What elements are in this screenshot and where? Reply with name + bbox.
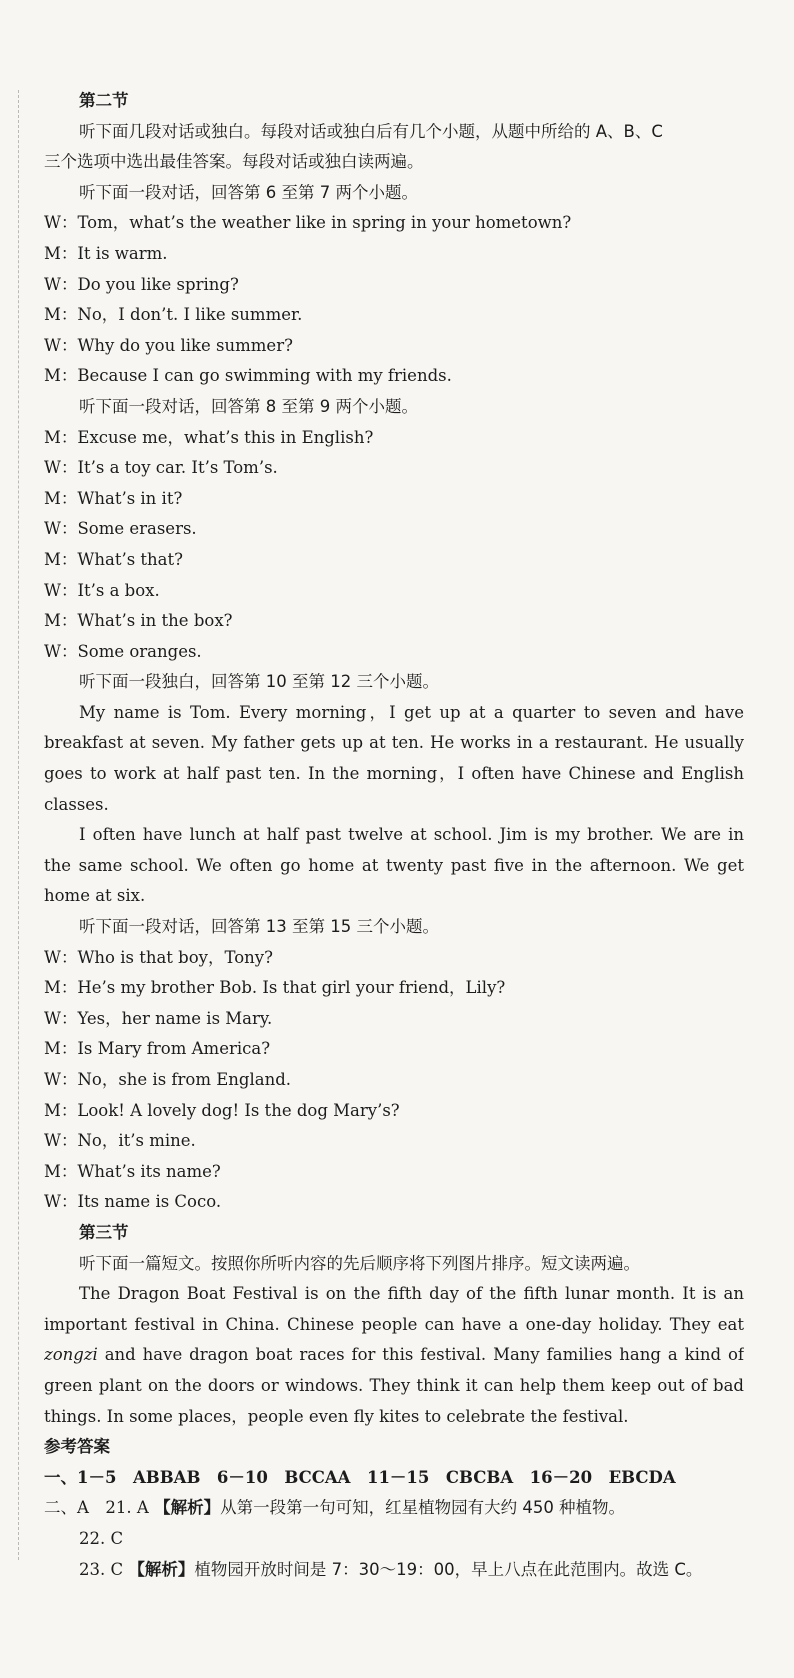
dialog-line: W：Some erasers. [44, 519, 197, 539]
monologue-p2-line: the same school. We often go home at twenty past five in the afternoon. We get [44, 855, 744, 875]
dialog-line: M：Look! A lovely dog! Is the dog Mary’s? [44, 1100, 400, 1120]
answer-number: 23. C [79, 1559, 124, 1579]
answers-row-4 [44, 1555, 744, 1586]
monologue-p1-line: goes to work at half past ten. In the morning，I often have Chinese and English [44, 764, 744, 784]
dialog-line: M：What’s its name? [44, 1161, 221, 1181]
dialog-line: M：What’s that? [44, 549, 183, 569]
passage-italic-word: zongzi [44, 1345, 98, 1365]
dialog-line: M：It is warm. [44, 243, 168, 263]
dialog-line: M：He’s my brother Bob. Is that girl your friend，Lily? [44, 978, 506, 998]
dialog-line: M：What’s in it? [44, 488, 183, 508]
section3-heading: 第三节 [79, 1222, 129, 1242]
dialog-line: M：Because I can go swimming with my friends. [44, 366, 452, 386]
dialog-line: M：Excuse me，what’s this in English? [44, 427, 374, 447]
passage-line: green plant on the doors or windows. They think it can help them keep out of bad [44, 1375, 744, 1395]
analysis-tag: 【解析】 [128, 1559, 195, 1579]
dialog-line: W：Its name is Coco. [44, 1192, 222, 1212]
dialog-line: W：Why do you like summer? [44, 335, 293, 355]
answers-row-3: 22. C [79, 1528, 124, 1548]
analysis-text: 植物园开放时间是 7：30～19：00，早上八点在此范围内。故选 C。 [194, 1559, 703, 1579]
monologue-p1-line: breakfast at seven. My father gets up at ten. He works in a restaurant. He usually [44, 733, 744, 753]
dialog2-intro: 听下面一段对话，回答第 8 至第 9 两个小题。 [79, 396, 418, 416]
passage-line: The Dragon Boat Festival is on the fifth day of the fifth lunar month. It is an [79, 1284, 744, 1304]
dialog-line: W：Who is that boy，Tony? [44, 947, 273, 967]
monologue-p2-line: I often have lunch at half past twelve at school. Jim is my brother. We are in [79, 825, 744, 845]
dialog-line: M：Is Mary from America? [44, 1039, 271, 1059]
passage-line-rest: and have dragon boat races for this festival. Many families hang a kind of [97, 1345, 744, 1365]
section2-instruction-line1: 听下面几段对话或独白。每段对话或独白后有几个小题，从题中所给的 A、B、C [79, 121, 663, 141]
passage-line: things. In some places，people even fly kites to celebrate the festival. [44, 1406, 629, 1426]
dialog-line: M：What’s in the box? [44, 611, 233, 631]
answers-row-1: 一、1－5 ABBAB 6－10 BCCAA 11－15 CBCBA 16－20 EBCDA [44, 1467, 676, 1487]
answer-number: 二、A 21. A [44, 1498, 149, 1518]
section3-instruction: 听下面一篇短文。按照你所听内容的先后顺序将下列图片排序。短文读两遍。 [79, 1253, 640, 1273]
section2-heading: 第二节 [79, 91, 129, 110]
document-page [44, 86, 744, 1585]
answers-heading: 参考答案 [44, 1437, 110, 1457]
monologue-intro: 听下面一段独白，回答第 10 至第 12 三个小题。 [79, 672, 439, 692]
dialog3-intro: 听下面一段对话，回答第 13 至第 15 三个小题。 [79, 917, 439, 937]
section2-instruction-line2: 三个选项中选出最佳答案。每段对话或独白读两遍。 [44, 152, 424, 172]
answers-row-2 [44, 1493, 744, 1524]
dialog-line: M：No，I don’t. I like summer. [44, 305, 303, 325]
analysis-tag: 【解析】 [154, 1498, 221, 1518]
monologue-p1-line: My name is Tom. Every morning，I get up at a quarter to seven and have [79, 702, 744, 722]
monologue-p1-line: classes. [44, 794, 109, 814]
passage-line: important festival in China. Chinese people can have a one-day holiday. They eat [44, 1314, 744, 1334]
dialog-line: W：Yes，her name is Mary. [44, 1008, 273, 1028]
dialog-line: W：Tom，what’s the weather like in spring in your hometown? [44, 213, 572, 233]
dialog-line: W：Some oranges. [44, 641, 202, 661]
passage-line [44, 1340, 744, 1371]
dialog-line: W：Do you like spring? [44, 274, 239, 294]
dialog-line: W：No，it’s mine. [44, 1131, 196, 1151]
dialog-line: W：It’s a box. [44, 580, 160, 600]
binding-margin-line [18, 90, 19, 1560]
monologue-p2-line: home at six. [44, 886, 146, 906]
dialog1-intro: 听下面一段对话，回答第 6 至第 7 两个小题。 [79, 182, 418, 202]
dialog-line: W：No，she is from England. [44, 1070, 292, 1089]
dialog-line: W：It’s a toy car. It’s Tom’s. [44, 458, 278, 478]
analysis-text: 从第一段第一句可知，红星植物园有大约 450 种植物。 [220, 1498, 626, 1518]
